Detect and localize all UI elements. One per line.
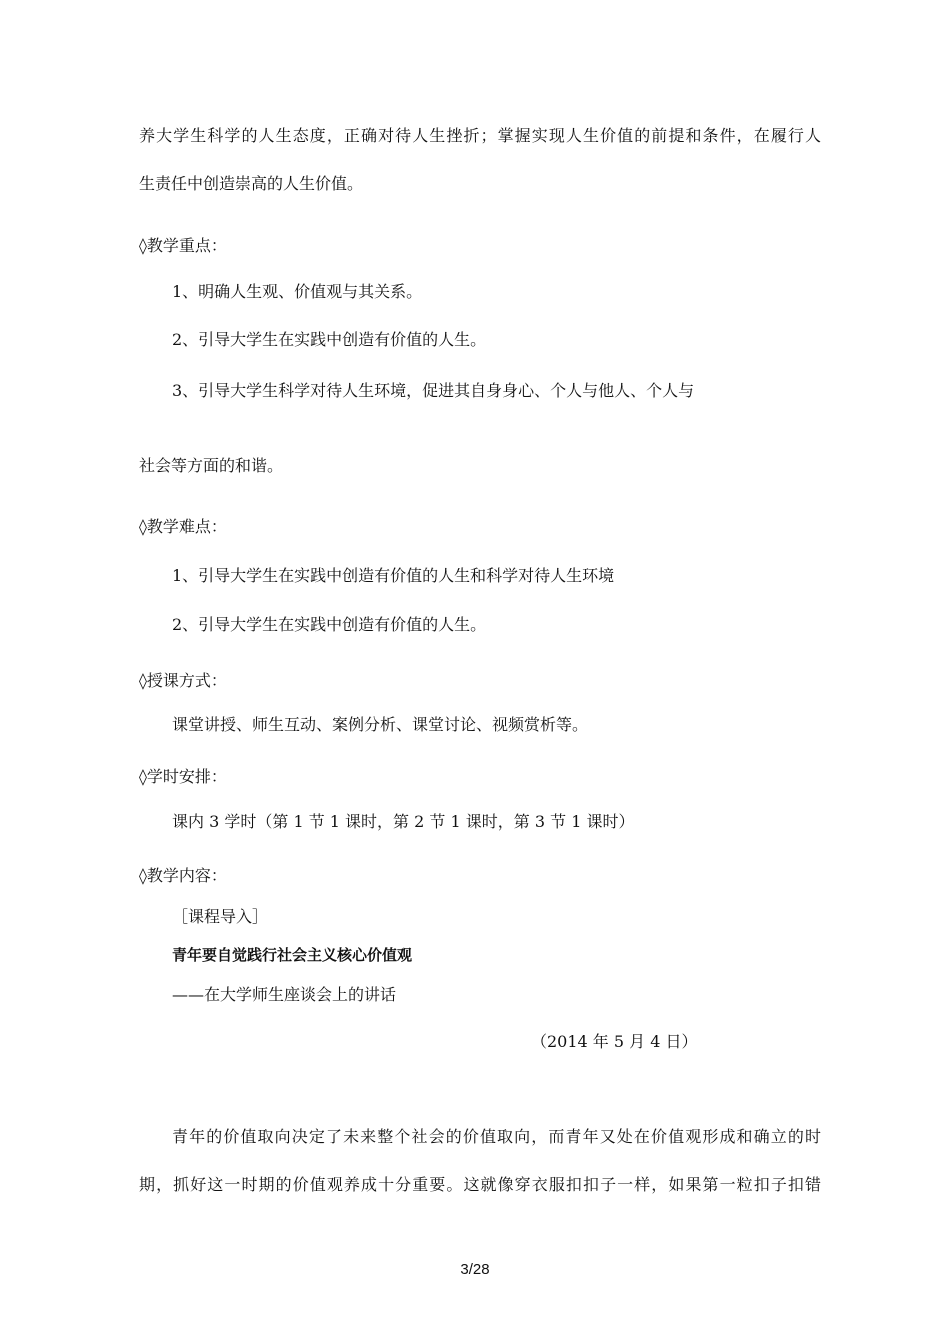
method-heading: ◊授课方式： xyxy=(139,671,227,690)
page-number: 3/28 xyxy=(460,1261,490,1278)
key-point-2: 2、引导大学生在实践中创造有价值的人生。 xyxy=(172,330,487,349)
speech-date: （2014 年 5 月 4 日） xyxy=(531,1032,698,1051)
key-point-1: 1、明确人生观、价值观与其关系。 xyxy=(172,282,423,301)
hours-text: 课内 3 学时（第 1 节 1 课时，第 2 节 1 课时，第 3 节 1 课时） xyxy=(172,812,635,831)
key-points-heading: ◊教学重点： xyxy=(139,236,227,255)
key-point-3: 3、引导大学生科学对待人生环境，促进其自身身心、个人与他人、个人与 xyxy=(172,381,695,400)
difficulties-heading: ◊教学难点： xyxy=(139,517,227,536)
intro-line-2: 生责任中创造崇高的人生价值。 xyxy=(139,174,364,193)
speech-subtitle: ——在大学师生座谈会上的讲话 xyxy=(172,985,397,1004)
paragraph-line-1: 青年的价值取向决定了未来整个社会的价值取向，而青年又处在价值观形成和确立的时 xyxy=(172,1127,821,1146)
key-point-3-continued: 社会等方面的和谐。 xyxy=(139,456,284,475)
method-text: 课堂讲授、师生互动、案例分析、课堂讨论、视频赏析等。 xyxy=(172,715,589,734)
intro-line-1: 养大学生科学的人生态度，正确对待人生挫折；掌握实现人生价值的前提和条件，在履行人 xyxy=(139,126,821,145)
content-heading: ◊教学内容： xyxy=(139,866,227,885)
difficulty-1: 1、引导大学生在实践中创造有价值的人生和科学对待人生环境 xyxy=(172,566,615,585)
paragraph-line-2: 期，抓好这一时期的价值观养成十分重要。这就像穿衣服扣扣子一样，如果第一粒扣子扣错 xyxy=(139,1175,821,1194)
course-intro-label: ［课程导入］ xyxy=(172,907,269,926)
difficulty-2: 2、引导大学生在实践中创造有价值的人生。 xyxy=(172,615,487,634)
hours-heading: ◊学时安排： xyxy=(139,767,227,786)
speech-title: 青年要自觉践行社会主义核心价值观 xyxy=(172,946,413,964)
